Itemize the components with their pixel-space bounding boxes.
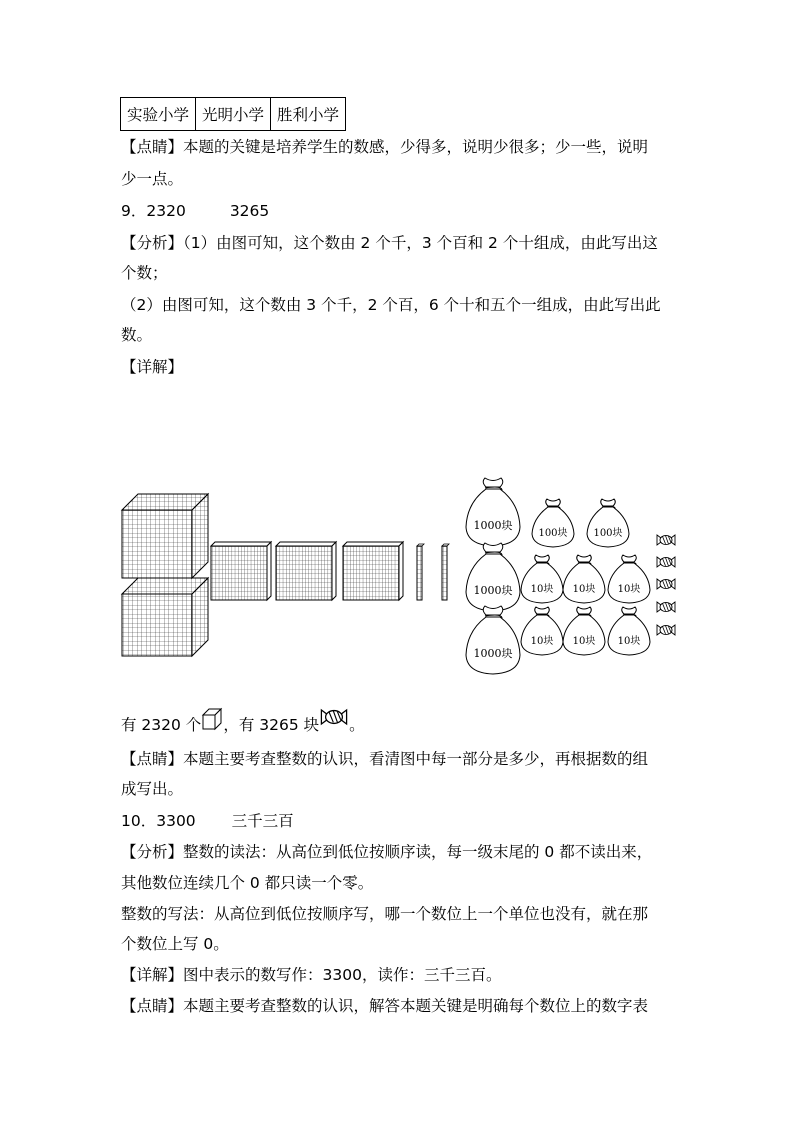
result-text: ，有 3265 块 — [223, 716, 320, 734]
svg-text:10块: 10块 — [617, 636, 641, 647]
question-number: 9．2320 — [121, 202, 186, 220]
hundred-flat — [343, 542, 403, 600]
svg-text:1000块: 1000块 — [473, 647, 513, 660]
money-bag-10 — [608, 555, 650, 603]
ten-rod — [417, 544, 424, 600]
svg-text:10块: 10块 — [572, 636, 596, 647]
comment-line: 【点睛】本题主要考查整数的认识，解答本题关键是明确每个数位上的数字表 — [121, 997, 649, 1015]
comment-line: 【点睛】本题主要考查整数的认识，看清图中每一部分是多少，再根据数的组 — [121, 750, 649, 768]
ten-rod — [442, 544, 449, 600]
analysis-line: 其他数位连续几个 0 都只读一个零。 — [121, 874, 374, 892]
money-bag-10 — [563, 607, 605, 655]
base-ten-figure — [110, 470, 690, 680]
comment-line: 成写出。 — [121, 780, 184, 798]
money-bag-10 — [521, 607, 563, 655]
money-bag-10 — [608, 607, 650, 655]
cube-icon — [201, 707, 223, 733]
question-9-answer — [121, 200, 269, 222]
comment-line: 【点睛】本题的关键是培养学生的数感，少得多，说明少很多；少一些，说明 — [121, 138, 649, 156]
analysis-line: 【分析】（1）由图可知，这个数由 2 个千，3 个百和 2 个十组成，由此写出这 — [121, 234, 658, 252]
candy-icon — [657, 557, 675, 567]
money-bag-1000 — [466, 543, 520, 611]
answer-value: 3265 — [229, 202, 270, 220]
svg-text:1000块: 1000块 — [473, 519, 513, 532]
analysis-line: 【分析】整数的读法：从高位到低位按顺序读，每一级末尾的 0 都不读出来， — [121, 843, 653, 861]
detail-line: 【详解】图中表示的数写作：3300，读作：三千三百。 — [121, 966, 502, 984]
candy-icon — [657, 579, 675, 589]
comment-line: 少一点。 — [121, 170, 184, 188]
svg-text:10块: 10块 — [617, 584, 641, 595]
money-bag-1000 — [466, 606, 520, 674]
question-number: 10．3300 — [121, 812, 196, 830]
svg-text:10块: 10块 — [530, 584, 554, 595]
svg-text:10块: 10块 — [530, 636, 554, 647]
result-text: 。 — [349, 716, 365, 734]
table-cell-school: 实验小学 — [121, 98, 196, 131]
svg-text:100块: 100块 — [538, 528, 568, 539]
candy-icon — [657, 625, 675, 635]
money-bag-100 — [532, 499, 574, 547]
analysis-line: 个数； — [121, 264, 168, 282]
analysis-line: 数。 — [121, 326, 153, 344]
thousand-cube — [122, 494, 208, 578]
svg-text:100块: 100块 — [593, 528, 623, 539]
result-text: 有 2320 个 — [121, 716, 202, 734]
table-cell-school: 光明小学 — [196, 98, 271, 131]
school-table — [120, 97, 346, 131]
money-bag-1000 — [466, 478, 520, 546]
hundred-flat — [211, 542, 271, 600]
analysis-line: 个数位上写 0。 — [121, 935, 229, 953]
result-line — [121, 706, 365, 736]
detail-heading: 【详解】 — [121, 358, 184, 376]
answer-value: 三千三百 — [231, 812, 294, 830]
thousand-cube — [122, 578, 208, 656]
candy-icon — [657, 535, 675, 545]
svg-text:10块: 10块 — [572, 584, 596, 595]
svg-text:1000块: 1000块 — [473, 584, 513, 597]
question-10-answer — [121, 810, 294, 832]
money-bag-10 — [521, 555, 563, 603]
analysis-line: 整数的写法：从高位到低位按顺序写，哪一个数位上一个单位也没有，就在那 — [121, 905, 649, 923]
table-cell-school: 胜利小学 — [271, 98, 346, 131]
candy-icon — [319, 706, 349, 728]
analysis-line: （2）由图可知，这个数由 3 个千，2 个百，6 个十和五个一组成，由此写出此 — [121, 296, 661, 314]
money-bag-100 — [587, 499, 629, 547]
money-bag-10 — [563, 555, 605, 603]
candy-icon — [657, 602, 675, 612]
hundred-flat — [276, 542, 336, 600]
